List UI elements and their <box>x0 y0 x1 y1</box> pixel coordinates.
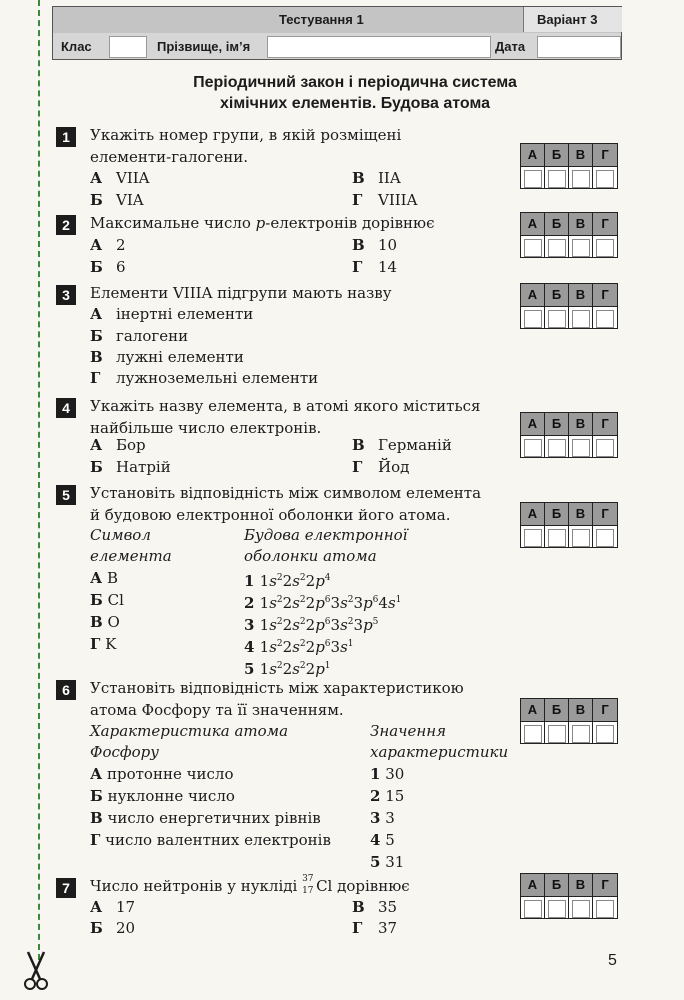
answer-box[interactable] <box>593 306 617 328</box>
match-right-item: 5 31 <box>370 853 405 871</box>
question-number: 1 <box>56 127 76 147</box>
question-number: 4 <box>56 398 76 418</box>
answer-box[interactable] <box>569 235 593 257</box>
variant-label: Варіант 3 <box>537 12 598 27</box>
answer-box[interactable] <box>521 525 545 547</box>
column-header: Фосфору <box>90 743 159 761</box>
match-left-item: Г число валентних електронів <box>90 831 331 849</box>
option: Б галогени <box>90 327 189 345</box>
answer-box[interactable] <box>593 435 617 457</box>
match-right-item: 1 30 <box>370 765 405 783</box>
answer-box[interactable] <box>521 235 545 257</box>
answer-box[interactable] <box>593 235 617 257</box>
match-left-item: Г K <box>90 635 117 653</box>
answer-box[interactable] <box>569 721 593 743</box>
test-header <box>52 6 622 60</box>
option: Б 20 <box>90 919 136 937</box>
answer-box[interactable] <box>521 166 545 188</box>
surname-label: Прізвище, ім’я <box>157 39 251 54</box>
answer-box[interactable] <box>593 896 617 918</box>
answer-box[interactable] <box>521 306 545 328</box>
answer-box[interactable] <box>593 525 617 547</box>
match-right-item: 2 15 <box>370 787 405 805</box>
answer-box[interactable] <box>593 166 617 188</box>
question-text: Укажіть назву елемента, в атомі якого міститься найбільше число електронів. <box>90 397 481 437</box>
question-text: Установіть відповідність між символом елемента й будовою електронної оболонки його атома. <box>90 484 482 524</box>
column-header: елемента <box>90 547 172 565</box>
option: А VIIA <box>90 169 150 187</box>
question-text: Максимальне число p-електронів дорівнює <box>90 214 435 232</box>
answer-box[interactable] <box>569 896 593 918</box>
question-number: 6 <box>56 680 76 700</box>
answer-grid: А Б В Г <box>520 283 618 329</box>
test-title: Тестування 1 <box>279 12 364 27</box>
column-header: Значення <box>370 722 447 740</box>
option: В 10 <box>352 236 398 254</box>
answer-box[interactable] <box>521 721 545 743</box>
option: А 17 <box>90 898 136 916</box>
question-number: 2 <box>56 215 76 235</box>
answer-box[interactable] <box>545 166 569 188</box>
answer-grid: А Б В Г <box>520 412 618 458</box>
match-left-item: Б нуклонне число <box>90 787 235 805</box>
class-label: Клас <box>61 39 92 54</box>
answer-box[interactable] <box>569 306 593 328</box>
option: Б Натрій <box>90 458 171 476</box>
option: А Бор <box>90 436 146 454</box>
page-number: 5 <box>608 952 617 969</box>
answer-grid: А Б В Г <box>520 143 618 189</box>
answer-box[interactable] <box>569 525 593 547</box>
option: Б VIA <box>90 191 144 209</box>
answer-box[interactable] <box>521 896 545 918</box>
answer-box[interactable] <box>569 435 593 457</box>
column-header: Характеристика атома <box>90 722 289 740</box>
option: А 2 <box>90 236 126 254</box>
answer-box[interactable] <box>545 525 569 547</box>
answer-box[interactable] <box>545 896 569 918</box>
answer-box[interactable] <box>545 235 569 257</box>
option: Г 37 <box>352 919 398 937</box>
match-right-item: 5 $1s^22s^22p^1$ <box>244 660 331 678</box>
match-left-item: Б Cl <box>90 591 124 609</box>
option: Г VIIIA <box>352 191 418 209</box>
question-number: 5 <box>56 485 76 505</box>
match-right-item: 2 $1s^22s^22p^63s^23p^64s^1$ <box>244 594 402 612</box>
answer-box[interactable] <box>569 166 593 188</box>
answer-box[interactable] <box>545 435 569 457</box>
option: Г Йод <box>352 458 410 476</box>
question-number: 3 <box>56 285 76 305</box>
answer-grid: А Б В Г <box>520 502 618 548</box>
answer-box[interactable] <box>545 306 569 328</box>
option: В Германій <box>352 436 452 454</box>
match-left-item: В O <box>90 613 120 631</box>
surname-field[interactable] <box>267 36 491 58</box>
match-right-item: 3 3 <box>370 809 395 827</box>
match-right-item: 4 $1s^22s^22p^63s^1$ <box>244 638 354 656</box>
answer-grid: А Б В Г <box>520 873 618 919</box>
match-right-item: 4 5 <box>370 831 395 849</box>
option: Г 14 <box>352 258 398 276</box>
question-number: 7 <box>56 878 76 898</box>
option: В IIA <box>352 169 401 187</box>
answer-box[interactable] <box>545 721 569 743</box>
match-left-item: В число енергетичних рівнів <box>90 809 321 827</box>
question-text: Елементи VIIIA підгрупи мають назву <box>90 284 392 302</box>
answer-box[interactable] <box>521 435 545 457</box>
cut-line <box>38 0 40 960</box>
column-header: характеристики <box>370 743 509 761</box>
option: В 35 <box>352 898 398 916</box>
question-text: Укажіть номер групи, в якій розміщені елементи-галогени. <box>90 126 402 166</box>
answer-grid: А Б В Г <box>520 212 618 258</box>
option: Б 6 <box>90 258 126 276</box>
column-header: оболонки атома <box>244 547 377 565</box>
option: В лужні елементи <box>90 348 244 366</box>
match-right-item: 3 $1s^22s^22p^63s^23p^5$ <box>244 616 379 634</box>
answer-grid: А Б В Г <box>520 698 618 744</box>
question-text: Число нейтронів у нукліді 37 17 Cl дорівнює <box>90 874 410 896</box>
column-header: Будова електронної <box>244 526 408 544</box>
match-left-item: А В <box>90 569 119 587</box>
nuclide-notation: 37 17 <box>302 874 314 896</box>
column-header: Символ <box>90 526 151 544</box>
match-left-item: А протонне число <box>90 765 234 783</box>
match-right-item: 1 $1s^22s^22p^4$ <box>244 572 331 590</box>
scissors-icon <box>22 948 50 992</box>
option: А інертні елементи <box>90 305 254 323</box>
option: Г лужноземельні елементи <box>90 369 319 387</box>
page-title: Періодичний закон і періодична система хімічних елементів. Будова атома <box>193 74 517 112</box>
class-field[interactable] <box>109 36 147 58</box>
date-field[interactable] <box>537 36 621 58</box>
answer-box[interactable] <box>593 721 617 743</box>
question-text: Установіть відповідність між характеристикою атома Фосфору та її значенням. <box>90 679 464 719</box>
date-label: Дата <box>495 39 526 54</box>
